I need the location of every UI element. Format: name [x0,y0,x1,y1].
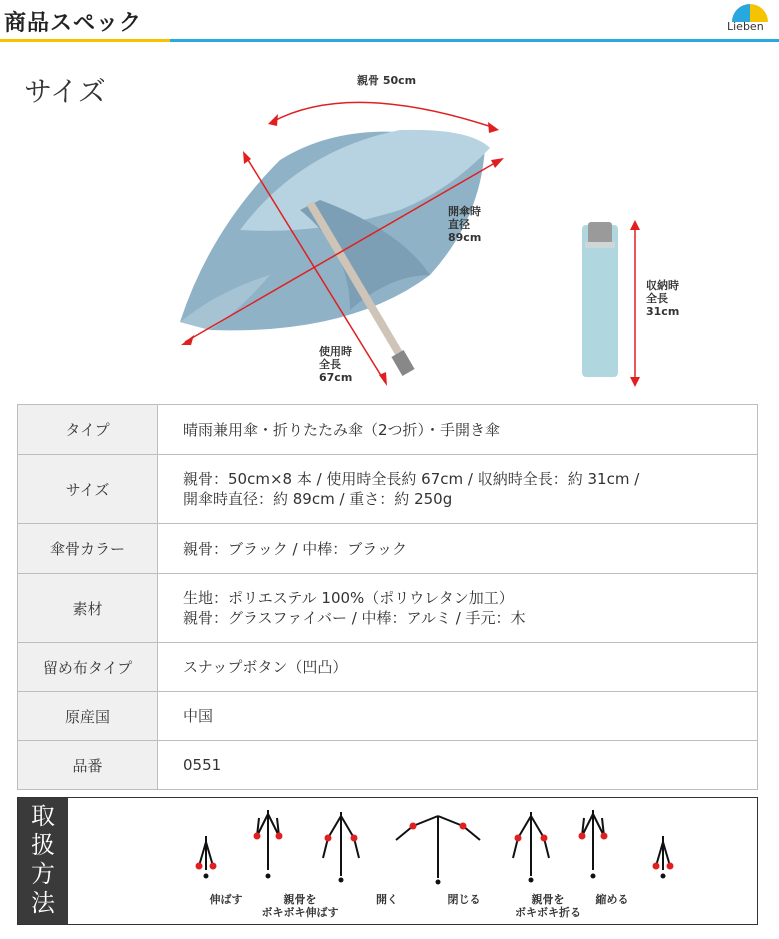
stored-length-label: 収納時 全長 31cm [646,279,680,318]
step-label: 閉じる [447,893,481,906]
handling-title: 取 扱 方 法 [18,798,68,924]
header-underline-accent [0,39,170,42]
spec-key: 傘骨カラー [18,524,158,574]
spec-value: 晴雨兼用傘・折りたたみ傘（2つ折）・手開き傘 [158,405,758,455]
spec-value: 親骨：ブラック / 中棒：ブラック [158,524,758,574]
spec-key: 素材 [18,574,158,643]
table-row [18,524,758,574]
spec-key: 原産国 [18,692,158,741]
umbrella-size-diagram [150,60,690,400]
spec-key: サイズ [18,455,158,524]
length-in-use-label: 使用時 全長 67cm [319,345,353,384]
close-step-icon [513,812,549,876]
spec-value: 中国 [158,692,758,741]
spec-table [17,404,758,790]
spec-value: 生地：ポリエステル 100%（ポリウレタン加工） 親骨：グラスファイバー / 中棒：アルミ / 手元：木 [158,574,758,643]
open-step-icon [396,816,480,878]
table-row [18,692,758,741]
step-label: 開く [376,893,398,906]
brand-logo-text: Lieben [727,20,764,33]
stretch-ribs-step-icon [257,810,279,870]
step-label: 伸ばす [209,893,243,906]
open-diameter-label: 開傘時 直径 89cm [448,205,482,244]
fold-ribs-step-icon [582,810,604,870]
page-header [0,0,779,44]
step-label: 親骨を ボキボキ折る [515,893,581,919]
spec-value: スナップボタン（凹凸） [158,643,758,692]
spec-key: 品番 [18,741,158,790]
size-section-title: サイズ [24,75,106,108]
handling-instructions [17,797,758,925]
open-partly-step-icon [323,812,359,876]
spec-key: タイプ [18,405,158,455]
table-row [18,455,758,524]
spec-value: 親骨：50cm×8 本 / 使用時全長約 67cm / 収納時全長：約 31cm / 開傘時直径：約 89cm / 重さ：約 250g [158,455,758,524]
spec-value: 0551 [158,741,758,790]
table-row [18,574,758,643]
table-row [18,643,758,692]
rib-length-label: 親骨 50cm [357,74,417,87]
umbrella-illustration [150,60,690,400]
step-label: 縮める [595,893,629,906]
table-row [18,405,758,455]
table-row [18,741,758,790]
handling-steps-illustration [73,798,753,924]
spec-key: 留め布タイプ [18,643,158,692]
step-label: 親骨を ボキボキ伸ばす [261,893,339,919]
page-title: 商品スペック [4,11,143,36]
